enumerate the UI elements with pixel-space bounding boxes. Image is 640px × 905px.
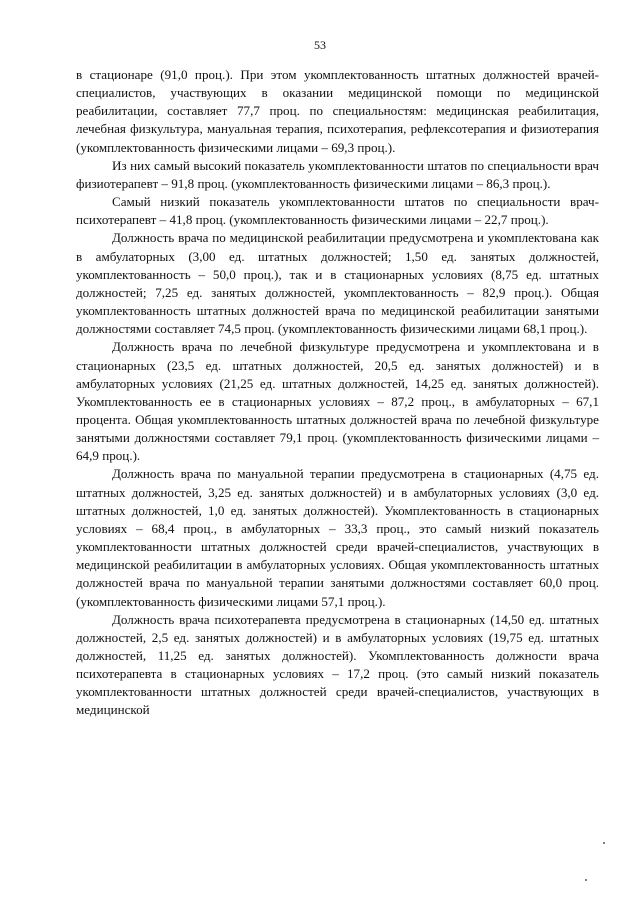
paragraph-psychotherapy: Должность врача психотерапевта предусмотрена в стационарных (14,50 ед. штатных должностей, 2,5 ед. занятых должностей) и в амбулаторных условиях (19,75 ед. штатных должностей, 11,25 ед. занятых должностей). Укомплектованность должности врача психотерапевта в стационарных условиях – 17,2 проц. (это самый низкий показатель укомплектованности штатных должностей среди врачей-специалистов, участвующих в медицинской [76,611,599,718]
paragraph-continuation: в стационаре (91,0 проц.). При этом укомплектованность штатных должностей врачей-специалистов, участвующих в оказании медицинской помощи по медицинской реабилитации, составляет 77,7 проц. по специальностям: медицинская реабилитация, лечебная физкультура, мануальная терапия, психотерапия, рефлексотерапия и физиотерапия (укомплектованность физическими лицами – 69,3 проц.). [76,67,599,155]
paragraph-lowest-indicator: Самый низкий показатель укомплектованности штатов по специальности врач-психотерапевт – 41,8 проц. (укомплектованность физическими лицами – 22,7 проц.). [76,194,599,228]
scan-speck [603,842,605,844]
scan-speck [585,879,587,881]
paragraph-highest-indicator: Из них самый высокий показатель укомплектованности штатов по специальности врач физиотерапевт – 91,8 проц. (укомплектованность физическими лицами – 86,3 проц.). [76,157,599,191]
paragraph-manual-therapy: Должность врача по мануальной терапии предусмотрена в стационарных (4,75 ед. штатных должностей, 3,25 ед. занятых должностей) и в амбулаторных условиях (3,0 ед. штатных должностей, 1,0 ед. занятых должностей). Укомплектованность в стационарных условиях – 68,4 проц., в амбулаторных – 33,3 проц., это самый низкий показатель укомплектованности штатных должностей среди врачей-специалистов, участвующих в медицинской реабилитации в амбулаторных условиях. Общая укомплектованность штатных должностей врача по мануальной терапии занятыми должностями составляет 60,0 проц. (укомплектованность физическими лицами 57,1 проц.). [76,466,599,609]
paragraph-physical-therapy: Должность врача по лечебной физкультуре предусмотрена и укомплектована и в стационарных (23,5 ед. штатных должностей, 20,5 ед. занятых должностей) и в амбулаторных условиях (21,25 ед. штатных должностей, 14,25 ед. занятых должностей). Укомплектованность ее в стационарных условиях – 87,2 проц., в амбулаторных – 67,1 процента. Общая укомплектованность штатных должностей врача по лечебной физкультуре занятыми должностями составляет 79,1 проц. (укомплектованность физическими лицами – 64,9 проц.). [76,339,599,464]
paragraph-medical-rehabilitation: Должность врача по медицинской реабилитации предусмотрена и укомплектована как в амбулаторных (3,00 ед. штатных должностей; 1,50 ед. занятых должностей, укомплектованность – 50,0 проц.), так и в стационарных условиях (8,75 ед. штатных должностей; 7,25 ед. занятых должностей, укомплектованность – 82,9 проц.). Общая укомплектованность штатных должностей врача по медицинской реабилитации занятыми должностями составляет 74,5 проц. (укомплектованность физическими лицами 68,1 проц.). [76,230,599,337]
page-number: 53 [314,38,326,52]
document-body [76,66,599,720]
